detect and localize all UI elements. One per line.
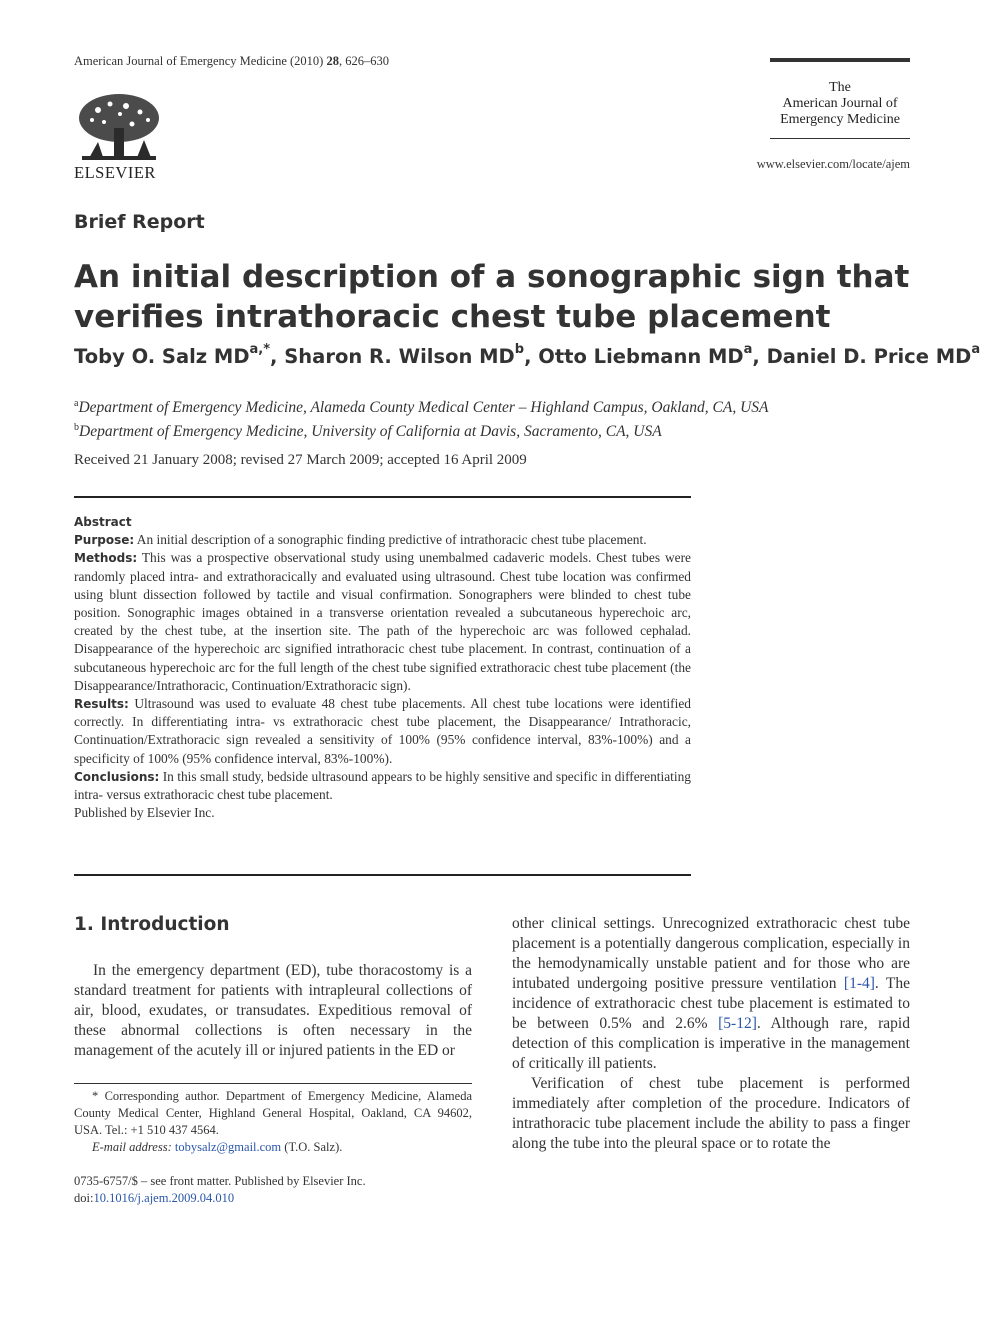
affiliation-b [74, 418, 769, 442]
methods-text: This was a prospective observational study using unembalmed cadaveric models. Chest tubes were randomly placed intra- and extrathoracically and evaluated using ultrasound. Chest tube location was confirmed using blunt dissection followed by tactile and visual confirmation. Sonographers were blinded to chest tube position. Sonographic images obtained in a transverse orientation revealed a subcutaneous hyperechoic arc, created by the chest tube, at the insertion site. The path of the hyperechoic arc was followed cephalad. Disappearance of the hyperechoic arc signified intrathoracic chest tube placement. In contrast, continuation of a subcutaneous hyperechoic arc for the full length of the chest tube signified extrathoracic chest tube placement (the Disappearance/Intrathoracic, Continuation/Extrathoracic sign). [74, 550, 691, 693]
reference-link[interactable]: [5-12] [718, 1015, 757, 1032]
abstract-methods [74, 549, 691, 695]
article-title: An initial description of a sonographic sign that verifies intrathoracic chest tube placement [74, 259, 910, 335]
author-affiliation-mark[interactable]: a,* [249, 342, 271, 357]
doi-link[interactable]: 10.1016/j.ajem.2009.04.010 [93, 1191, 235, 1205]
journal-box-bottom-rule [770, 138, 910, 139]
journal-url-link[interactable]: www.elsevier.com/locate/ajem [756, 157, 910, 171]
affiliation-mark: a [74, 398, 79, 409]
author-separator: , [524, 345, 539, 368]
abstract-bottom-rule [74, 874, 691, 876]
abstract-purpose [74, 531, 691, 549]
author-name: Sharon R. Wilson MD [284, 345, 515, 368]
front-matter [74, 1173, 366, 1207]
affiliation-a [74, 394, 769, 418]
article-history-dates: Received 21 January 2008; revised 27 March 2009; accepted 16 April 2009 [74, 452, 527, 468]
journal-box-line2: American Journal of [782, 96, 898, 111]
journal-citation [74, 54, 389, 69]
conclusions-label: Conclusions: [74, 769, 160, 784]
body-column-right [512, 914, 910, 1154]
affiliation-text: Department of Emergency Medicine, University of California at Davis, Sacramento, CA, USA [79, 423, 662, 441]
body-paragraph [512, 914, 910, 1074]
body-text: . The incidence of extrathoracic chest tube placement is estimated to be between 0.5% and 2.6% [512, 975, 910, 1032]
journal-pages: , 626–630 [338, 54, 389, 68]
journal-citation-prefix: American Journal of Emergency Medicine (2010) [74, 54, 327, 68]
body-paragraph: Verification of chest tube placement is performed immediately after completion of the procedure. Indicators of intrathoracic tube placement include the ability to pass a finger along the tube into the pleural space or to rotate the [512, 1075, 910, 1152]
results-label: Results: [74, 697, 129, 712]
journal-box-title [770, 80, 910, 128]
methods-label: Methods: [74, 551, 138, 566]
author-affiliation-mark[interactable]: b [514, 342, 525, 357]
affiliation-mark: b [74, 422, 79, 434]
article-type: Brief Report [74, 211, 205, 233]
body-text: . Although rare, rapid detection of this complication is imperative in the management of critically ill patients. [512, 1015, 910, 1072]
abstract-heading: Abstract [74, 515, 132, 529]
author-affiliation-mark[interactable]: a [971, 342, 981, 357]
body-column-left [74, 961, 472, 1061]
results-text: Ultrasound was used to evaluate 48 chest tube placements. All chest tube locations were identified correctly. In differentiating intra- vs extrathoracic chest tube placement, the Disappearance/ Intrathoracic, Continuation/Extrathoracic sign revealed a sensitivity of 100% (95% confidence interval, 83%-100%) and a specificity of 100% (95% confidence interval, 83%-100%). [74, 696, 691, 766]
abstract [74, 513, 691, 822]
section-heading-introduction: 1. Introduction [74, 914, 230, 935]
author-name: Daniel D. Price MD [766, 345, 972, 368]
journal-box-top-rule [770, 58, 910, 62]
corresponding-author-text: * Corresponding author. Department of Emergency Medicine, Alameda County Medical Center, Highland General Hospital, Oakland, CA 94602, USA. Tel.: +1 510 437 4564. [74, 1089, 472, 1137]
body-paragraph: In the emergency department (ED), tube thoracostomy is a standard treatment for patients with intrapleural collections of air, blood, exudates, or transudates. Expeditious removal of these abnormal collections is often necessary in the management of the acutely ill or injured patients in the ED or [74, 962, 472, 1059]
journal-box-line1: The [829, 80, 851, 95]
body-text: other clinical settings. Unrecognized extrathoracic chest tube placement is a potentially dangerous complication, especially in the hemodynamically unstable patient and for those who are intubated undergoing positive pressure ventilation [512, 915, 910, 992]
author-separator: , [752, 345, 767, 368]
author-separator: , [270, 345, 285, 368]
email-line [74, 1139, 472, 1156]
affiliation-text: Department of Emergency Medicine, Alameda County Medical Center – Highland Campus, Oakland, CA, USA [78, 399, 769, 417]
reference-link[interactable]: [1-4] [843, 975, 875, 992]
issn-line: 0735-6757/$ – see front matter. Published by Elsevier Inc. [74, 1174, 366, 1188]
author-affiliation-mark[interactable]: a [743, 342, 753, 357]
doi-prefix: doi: [74, 1191, 94, 1205]
abstract-top-rule [74, 496, 691, 498]
author-list [74, 342, 981, 368]
author-name: Otto Liebmann MD [538, 345, 744, 368]
purpose-text: An initial description of a sonographic finding predictive of intrathoracic chest tube placement. [134, 532, 647, 548]
email-suffix: (T.O. Salz). [281, 1140, 343, 1154]
author-name: Toby O. Salz MD [74, 345, 250, 368]
doi-line [74, 1190, 366, 1207]
email-link[interactable]: tobysalz@gmail.com [174, 1140, 282, 1154]
publisher-wordmark: ELSEVIER [74, 163, 156, 182]
abstract-results [74, 695, 691, 768]
footnote-rule [74, 1083, 472, 1084]
corresponding-author-footnote [74, 1088, 472, 1156]
journal-box-line3: Emergency Medicine [780, 112, 900, 127]
journal-volume: 28 [326, 54, 339, 68]
purpose-label: Purpose: [74, 533, 135, 548]
conclusions-text: In this small study, bedside ultrasound appears to be highly sensitive and specific in differentiating intra- versus extrathoracic chest tube placement. [74, 768, 691, 803]
affiliations [74, 394, 769, 442]
published-by: Published by Elsevier Inc. [74, 805, 215, 821]
abstract-conclusions [74, 768, 691, 804]
email-label: E-mail address: [92, 1140, 172, 1154]
